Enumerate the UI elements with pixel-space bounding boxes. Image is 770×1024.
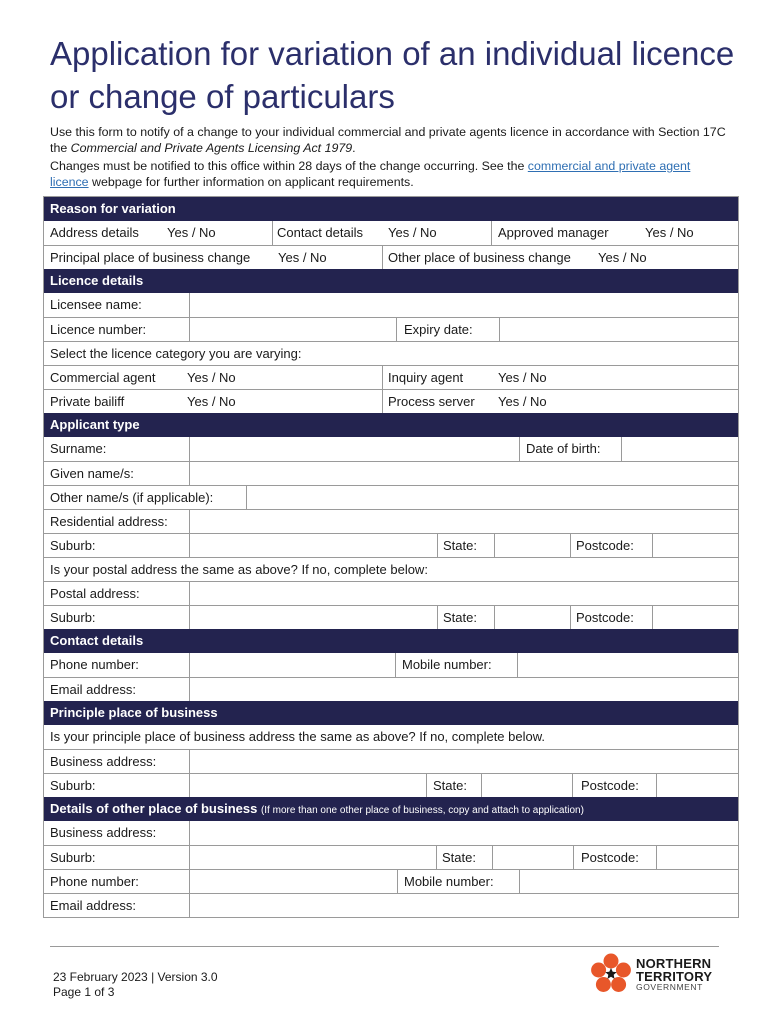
- suburb-label: Suburb:: [50, 538, 96, 553]
- other-postcode-field[interactable]: [657, 846, 738, 869]
- intro-text-1-end: .: [352, 141, 356, 155]
- divider: [572, 774, 573, 797]
- footer-divider: [50, 946, 719, 947]
- surname-row: [44, 437, 738, 461]
- contact-details-yes-no[interactable]: Yes / No: [388, 225, 437, 240]
- other-names-row: [44, 485, 738, 509]
- act-name: Commercial and Private Agents Licensing Act 1979: [70, 141, 353, 155]
- other-business-address-field[interactable]: [190, 821, 738, 845]
- reason-row-1: [44, 221, 738, 245]
- select-category-row: [44, 341, 738, 365]
- principal-postcode-field[interactable]: [657, 774, 738, 797]
- surname-label: Surname:: [50, 441, 107, 456]
- process-server-yes-no[interactable]: Yes / No: [498, 394, 547, 409]
- other-address-row: [44, 821, 738, 845]
- licence-number-field[interactable]: [190, 318, 396, 341]
- commercial-agent-yes-no[interactable]: Yes / No: [187, 370, 236, 385]
- category-row-2: [44, 389, 738, 413]
- surname-field[interactable]: [190, 437, 519, 461]
- suburb-label: Suburb:: [50, 850, 96, 865]
- other-state-field[interactable]: [493, 846, 573, 869]
- divider: [382, 246, 383, 269]
- postcode-label: Postcode:: [581, 778, 639, 793]
- footer-page-number: Page 1 of 3: [53, 985, 115, 999]
- category-row-1: [44, 365, 738, 389]
- intro-paragraph-1: [50, 124, 730, 156]
- postcode-label: Postcode:: [581, 850, 639, 865]
- other-email-address-field[interactable]: [190, 894, 738, 917]
- state-label: State:: [443, 538, 477, 553]
- approved-manager-yes-no[interactable]: Yes / No: [645, 225, 694, 240]
- page-title: Application for variation of an individual licence or change of particulars: [50, 35, 735, 115]
- principal-business-address-field[interactable]: [190, 750, 738, 773]
- intro-text-2-end: webpage for further information on applicant requirements.: [88, 175, 414, 189]
- licence-number-row: [44, 317, 738, 341]
- logo-text-territory: TERRITORY: [636, 969, 713, 984]
- inquiry-agent-yes-no[interactable]: Yes / No: [498, 370, 547, 385]
- divider: [437, 606, 438, 629]
- divider: [437, 534, 438, 557]
- divider: [272, 221, 273, 245]
- principal-suburb-field[interactable]: [190, 774, 426, 797]
- state-label: State:: [433, 778, 467, 793]
- intro-paragraph-2: [50, 158, 730, 190]
- desert-rose-icon: [588, 951, 634, 997]
- contact-phone-row: [44, 653, 738, 677]
- divider: [570, 534, 571, 557]
- private-bailiff-label: Private bailiff: [50, 394, 125, 409]
- other-email-row: [44, 893, 738, 917]
- licensee-name-row: [44, 293, 738, 317]
- expiry-date-field[interactable]: [500, 318, 738, 341]
- principal-place-change-yes-no[interactable]: Yes / No: [278, 250, 327, 265]
- phone-number-label: Phone number:: [50, 657, 139, 672]
- reason-row-2: [44, 245, 738, 269]
- other-suburb-row: [44, 845, 738, 869]
- postal-question-label: Is your postal address the same as above? If no, complete below:: [50, 562, 428, 577]
- postal-address-row: [44, 581, 738, 605]
- given-names-field[interactable]: [190, 462, 738, 485]
- residential-address-field[interactable]: [190, 510, 738, 533]
- principal-state-field[interactable]: [482, 774, 572, 797]
- expiry-date-label: Expiry date:: [404, 322, 473, 337]
- state-label: State:: [443, 610, 477, 625]
- other-place-change-label: Other place of business change: [388, 250, 571, 265]
- given-names-row: [44, 461, 738, 485]
- divider: [396, 318, 397, 341]
- divider: [397, 870, 398, 893]
- postal-question-row: [44, 557, 738, 581]
- contact-details-label: Contact details: [277, 225, 363, 240]
- other-place-change-yes-no[interactable]: Yes / No: [598, 250, 647, 265]
- licensee-name-label: Licensee name:: [50, 297, 142, 312]
- divider: [382, 390, 383, 413]
- logo-text-northern: NORTHERN: [636, 956, 712, 971]
- postcode-label: Postcode:: [576, 538, 634, 553]
- application-form: [43, 196, 739, 918]
- divider: [436, 846, 437, 869]
- other-phone-row: [44, 869, 738, 893]
- address-details-label: Address details: [50, 225, 139, 240]
- principal-question-label: Is your principle place of business address the same as above? If no, complete below.: [50, 729, 546, 744]
- residential-suburb-row: [44, 533, 738, 557]
- other-mobile-number-field[interactable]: [520, 870, 738, 893]
- phone-number-field[interactable]: [190, 653, 395, 677]
- postcode-label: Postcode:: [576, 610, 634, 625]
- suburb-label: Suburb:: [50, 778, 96, 793]
- principal-address-row: [44, 749, 738, 773]
- intro-text-2: Changes must be notified to this office within 28 days of the change occurring. See the: [50, 159, 528, 173]
- email-address-label: Email address:: [50, 898, 136, 913]
- licence-webpage-link[interactable]: commercial and private agent licence: [50, 159, 691, 189]
- mobile-number-label: Mobile number:: [402, 657, 492, 672]
- other-suburb-field[interactable]: [190, 846, 436, 869]
- divider: [573, 846, 574, 869]
- mobile-number-label: Mobile number:: [404, 874, 494, 889]
- residential-postcode-field[interactable]: [653, 534, 738, 557]
- footer-date-version: 23 February 2023 | Version 3.0: [53, 970, 218, 984]
- address-details-yes-no[interactable]: Yes / No: [167, 225, 216, 240]
- state-label: State:: [442, 850, 476, 865]
- business-address-label: Business address:: [50, 825, 157, 840]
- other-phone-number-field[interactable]: [190, 870, 397, 893]
- other-names-field[interactable]: [247, 486, 738, 509]
- footer-text: [53, 970, 218, 1000]
- residential-address-label: Residential address:: [50, 514, 168, 529]
- section-header-applicant: Applicant type: [44, 413, 738, 437]
- principal-question-row: [44, 725, 738, 749]
- process-server-label: Process server: [388, 394, 475, 409]
- divider: [570, 606, 571, 629]
- postal-postcode-field[interactable]: [653, 606, 738, 629]
- intro-text-1: Use this form to notify of a change to your individual commercial and private agents licence in accordance with Section 17C the: [50, 125, 726, 155]
- licence-number-label: Licence number:: [50, 322, 147, 337]
- nt-government-logo: [588, 950, 728, 998]
- mobile-number-field[interactable]: [518, 653, 738, 677]
- intro-text: [50, 124, 730, 190]
- licensee-name-field[interactable]: [190, 293, 738, 317]
- inquiry-agent-label: Inquiry agent: [388, 370, 464, 385]
- suburb-label: Suburb:: [50, 610, 96, 625]
- postal-address-label: Postal address:: [50, 586, 140, 601]
- postal-state-field[interactable]: [495, 606, 570, 629]
- postal-address-field[interactable]: [190, 582, 738, 605]
- section-header-principal-place: Principle place of business: [44, 701, 738, 725]
- logo-text-government: GOVERNMENT: [636, 982, 703, 992]
- other-names-label: Other name/s (if applicable):: [50, 490, 214, 505]
- section-header-contact: Contact details: [44, 629, 738, 653]
- section-header-reason: Reason for variation: [44, 197, 738, 221]
- postal-suburb-row: [44, 605, 738, 629]
- date-of-birth-label: Date of birth:: [526, 441, 601, 456]
- residential-address-row: [44, 509, 738, 533]
- divider: [519, 437, 520, 461]
- other-place-header-note: (If more than one other place of business, copy and attach to application): [260, 805, 584, 816]
- section-header-licence: Licence details: [44, 269, 738, 293]
- principal-suburb-row: [44, 773, 738, 797]
- business-address-label: Business address:: [50, 754, 157, 769]
- section-header-other-place: [44, 797, 738, 821]
- divider: [382, 366, 383, 389]
- date-of-birth-field[interactable]: [622, 437, 738, 461]
- principal-place-change-label: Principal place of business change: [50, 250, 251, 265]
- commercial-agent-label: Commercial agent: [50, 370, 156, 385]
- select-category-label: Select the licence category you are varying:: [50, 346, 302, 361]
- residential-suburb-field[interactable]: [190, 534, 437, 557]
- contact-email-row: [44, 677, 738, 701]
- email-address-label: Email address:: [50, 682, 136, 697]
- divider: [491, 221, 492, 245]
- email-address-field[interactable]: [190, 678, 738, 701]
- other-place-header-title: Details of other place of business: [50, 801, 258, 816]
- divider: [395, 653, 396, 677]
- phone-number-label: Phone number:: [50, 874, 139, 889]
- given-names-label: Given name/s:: [50, 466, 134, 481]
- residential-state-field[interactable]: [495, 534, 570, 557]
- approved-manager-label: Approved manager: [498, 225, 609, 240]
- divider: [426, 774, 427, 797]
- private-bailiff-yes-no[interactable]: Yes / No: [187, 394, 236, 409]
- postal-suburb-field[interactable]: [190, 606, 437, 629]
